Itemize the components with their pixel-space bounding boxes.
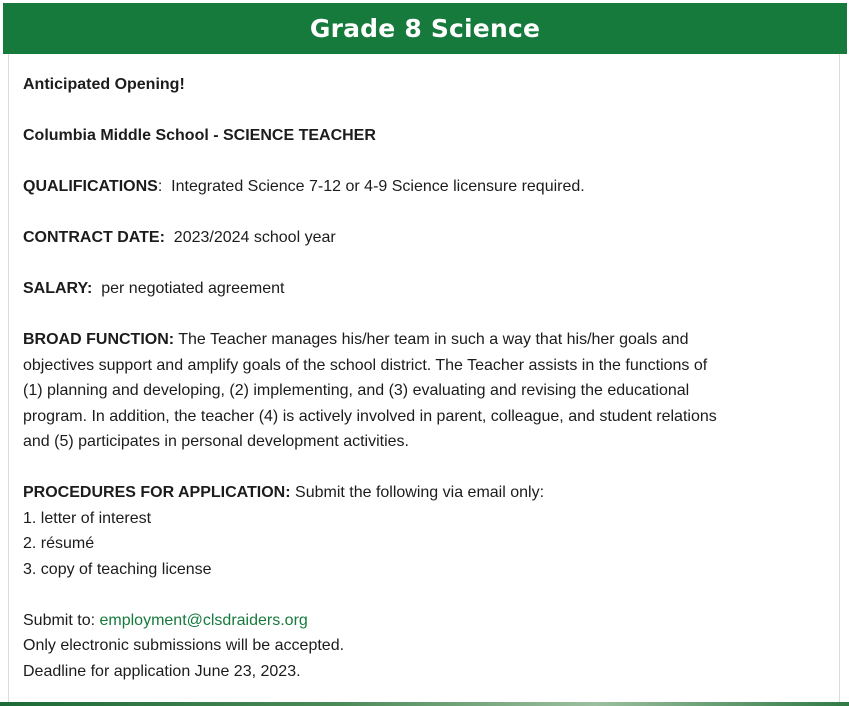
job-posting: [23, 72, 823, 684]
headline-text: Anticipated Opening!: [23, 76, 185, 93]
bottom-decoration: [0, 702, 849, 706]
broad-function-label: BROAD FUNCTION:: [23, 331, 175, 348]
procedure-item: 1. letter of interest: [23, 509, 152, 527]
school-position: [23, 123, 823, 149]
procedures-intro: Submit the following via email only:: [295, 484, 545, 501]
qualifications-value: Integrated Science 7-12 or 4-9 Science licensure required.: [171, 178, 585, 195]
deadline: Deadline for application June 23, 2023.: [23, 662, 301, 680]
salary: [23, 276, 823, 302]
header-bar: [3, 3, 847, 54]
frame-border-right: [839, 54, 840, 704]
qualifications-label: QUALIFICATIONS: [23, 178, 158, 195]
headline: [23, 72, 823, 98]
submit-info: [23, 608, 823, 685]
salary-value: per negotiated agreement: [101, 280, 285, 297]
broad-function-line: objectives support and amplify goals of the school district. The Teacher assists in the functions of: [23, 356, 708, 374]
email-link[interactable]: employment@clsdraiders.org: [99, 611, 308, 629]
contract-date-value: 2023/2024 school year: [173, 229, 336, 246]
procedure-item: 2. résumé: [23, 535, 95, 552]
broad-function: [23, 327, 823, 455]
contract-date: [23, 225, 823, 251]
broad-function-line: and (5) participates in personal development activities.: [23, 433, 409, 450]
procedures-label: PROCEDURES FOR APPLICATION:: [23, 484, 291, 501]
page-title: Grade 8 Science: [309, 14, 541, 43]
procedure-item: 3. copy of teaching license: [23, 560, 212, 578]
broad-function-line: program. In addition, the teacher (4) is actively involved in parent, colleague, and student relations: [23, 407, 717, 425]
broad-function-line: The Teacher manages his/her team in such a way that his/her goals and: [178, 331, 689, 348]
contract-date-label: CONTRACT DATE:: [23, 229, 165, 246]
frame-border-left: [8, 54, 9, 704]
salary-label: SALARY:: [23, 280, 93, 297]
broad-function-line: (1) planning and developing, (2) implementing, and (3) evaluating and revising the educational: [23, 382, 690, 399]
submit-label: Submit to:: [23, 611, 96, 629]
procedures: [23, 480, 823, 582]
qualifications: [23, 174, 823, 200]
school-position-text: Columbia Middle School - SCIENCE TEACHER: [23, 127, 376, 144]
submission-note: Only electronic submissions will be accepted.: [23, 637, 345, 654]
qualifications-colon: :: [157, 178, 172, 195]
